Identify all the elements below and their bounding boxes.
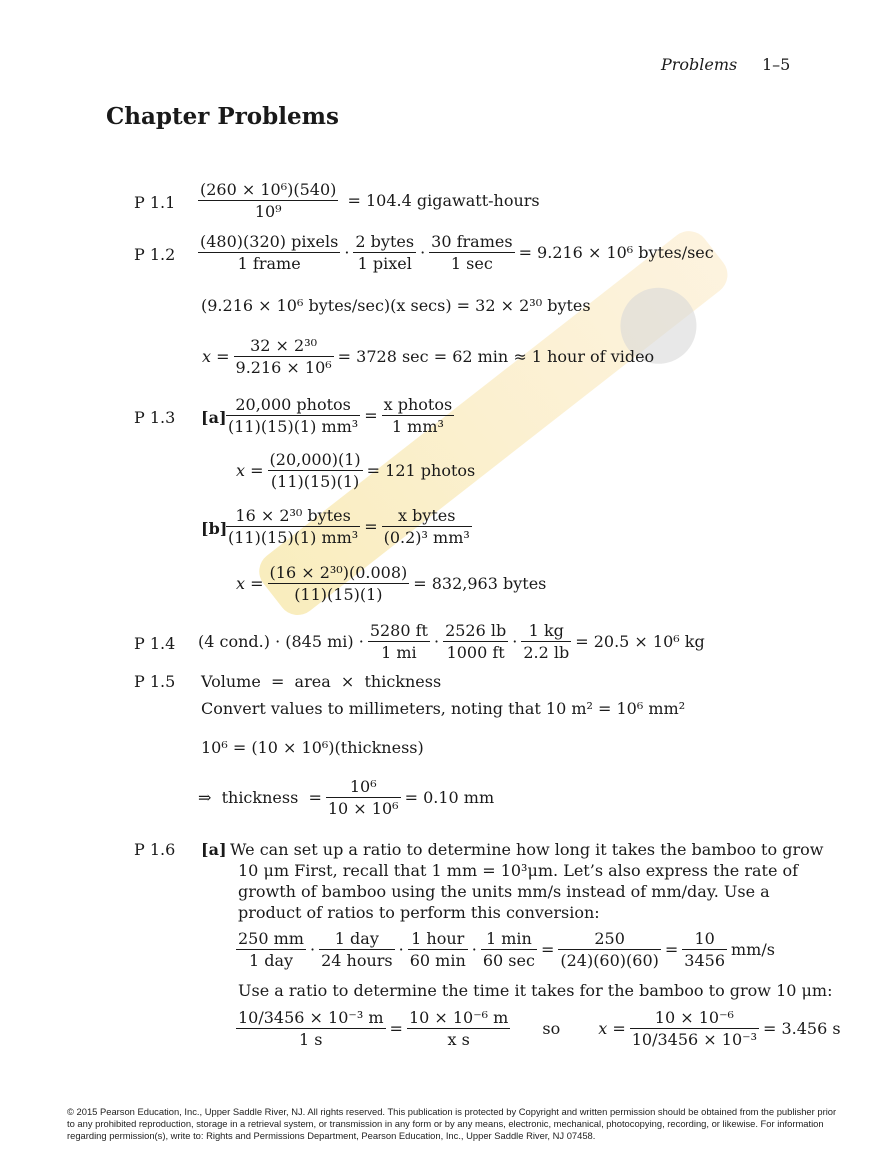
part-a-label: [a] [201, 408, 227, 427]
eq-p1-3b-x: x = $\frac{\text{(16 × 2³⁰)(0.008)}}{(11)(15)(1)}$ = 832,963 bytes [236, 563, 547, 605]
eq-p1-4: (4 cond.) · (845 mi) · $\frac{5280 ft}{1 mi}$ · $\frac{2526 lb}{1000 ft}$ · $\frac{1 kg}{2.2 lb}$ = 20.5 × 10⁶ kg [198, 621, 705, 663]
copyright-footer: © 2015 Pearson Education, Inc., Upper Saddle River, NJ. All rights reserved. This publication is protected by Copyright and written permission should be obtained from the publisher prior to any prohibited reproduction, storage in a retrieval system, or transmission in any form or by any means, electronic, mechanical, photocopying, recording, or likewise. For information regarding permission(s), write to: Rights and Permissions Department, Pearson Education, Inc., Upper Saddle River, NJ 07458. [67, 1106, 837, 1142]
eq-p1-3a-x: x = $\frac{(20,000)(1)}{(11)(15)(1)}$ = 121 photos [236, 450, 476, 492]
eq-p1-2: $\frac{\text{(480)(320) pixels}}{\text{1 frame}}$ · $\frac{\text{2 bytes}}{\text{1 pixel}}$ · $\frac{\text{30 frames}}{1 \sec}$ = 9.216 × 10⁶ bytes/sec [200, 232, 714, 274]
p16-text-1: We can set up a ratio to determine how long it takes the bamboo to grow [230, 840, 824, 859]
p16-text-2: 10 μm First, recall that 1 mm = 10³μm. Let’s also express the rate of [238, 861, 799, 880]
p15-volume: Volume = area × thickness [201, 672, 442, 691]
p16-text-5: Use a ratio to determine the time it takes for the bamboo to grow 10 μm: [238, 981, 833, 1000]
part-a-label-1-6: [a] [201, 840, 227, 859]
part-b-label: [b] [201, 519, 228, 538]
eq-p1-5-thickness: ⇒ thickness = $\frac{\text{10⁶}}{\text{10 × 10⁶}}$ = 0.10 mm [198, 777, 495, 819]
eq-p1-6-rate: $\frac{250 mm}{\text{1 day}}$ · $\frac{\text{1 day}}{\text{24 hours}}$ · $\frac{\text{1 hour}}{60 \min}$ · $\frac{1 \min}{60 \sec}$ = $\frac{250}{(24)(60)(60)}$ = $\frac{10}{3456}$ mm/s [238, 929, 775, 971]
problem-label-1-6: P 1.6 [134, 840, 176, 859]
problem-label-1-5: P 1.5 [134, 672, 176, 691]
p16-text-3: growth of bamboo using the units mm/s instead of mm/day. Use a [238, 882, 770, 901]
problem-label-1-1: P 1.1 [134, 193, 176, 212]
eq-p1-3b: $\frac{\text{16 × 2³⁰ bytes}}{\text{(11)(15)(1) mm³}}$ = $\frac{\text{x bytes}}{\text{(0.2)³ mm³}}$ [228, 506, 470, 548]
eq-p1-2-x: x = $\frac{\text{32 × 2³⁰}}{\text{9.216 × 10⁶}}$ = 3728 sec = 62 min ≈ 1 hour of video [202, 336, 655, 378]
page-number: 1–5 [762, 55, 791, 74]
p15-convert: Convert values to millimeters, noting that 10 m² = 10⁶ mm² [201, 699, 686, 718]
eq-p1-2-line2: (9.216 × 10⁶ bytes/sec)(x secs) = 32 × 2³⁰ bytes [201, 296, 591, 315]
eq-p1-3a: $\frac{\text{20,000 photos}}{\text{(11)(15)(1) mm³}}$ = $\frac{\text{x photos}}{\text{1 mm³}}$ [228, 395, 453, 437]
eq-p1-6-time: $\frac{\text{10/3456 × 10⁻³ m}}{1 s}$ = $\frac{\text{10 × 10⁻⁶ m}}{\text{x s}}$ so x = $\frac{\text{10 × 10⁻⁶}}{\text{10/3456 × 10⁻³}}$ = 3.456 s [238, 1008, 841, 1050]
problem-label-1-2: P 1.2 [134, 245, 176, 264]
p15-eq: 10⁶ = (10 × 10⁶)(thickness) [201, 738, 424, 757]
eq-p1-1: $\frac{\text{(260 × 10⁶)(540)}}{\text{10⁹}}$ = 104.4 gigawatt-hours [200, 180, 540, 222]
p16-text-4: product of ratios to perform this conversion: [238, 903, 600, 922]
chapter-title: Chapter Problems [106, 103, 339, 130]
problem-label-1-4: P 1.4 [134, 634, 176, 653]
running-header-section: Problems [661, 55, 738, 74]
problem-label-1-3: P 1.3 [134, 408, 176, 427]
